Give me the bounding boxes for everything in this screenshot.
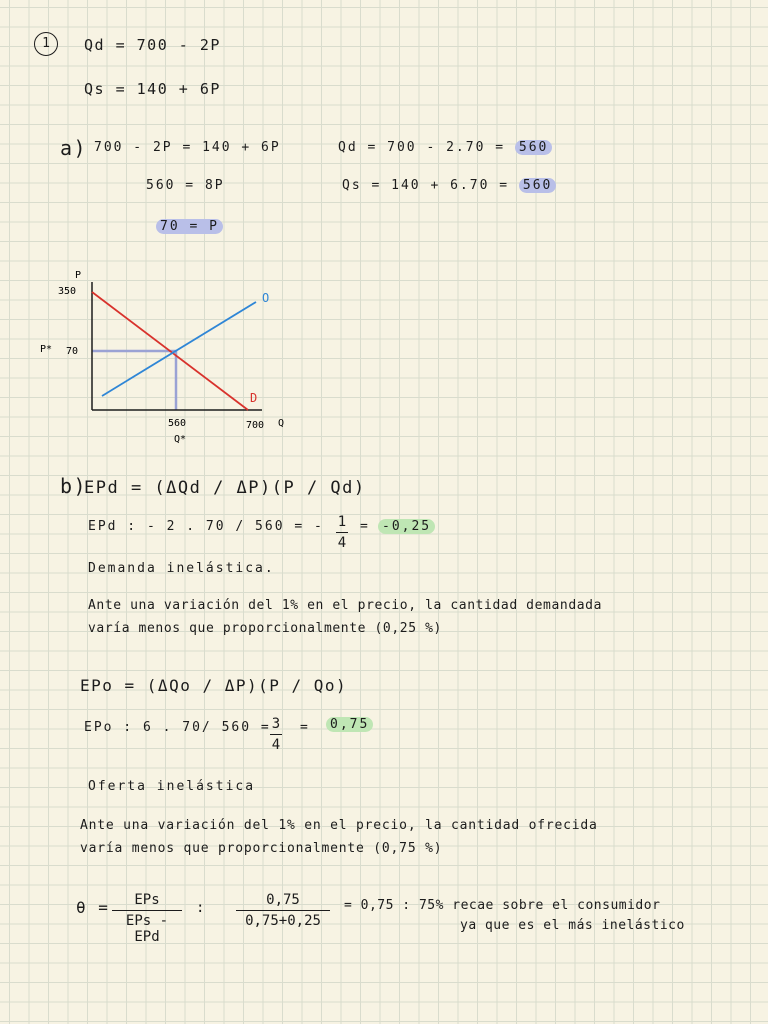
q-star-value: 560 bbox=[168, 418, 187, 429]
epo-calculation: EPo : 6 . 70/ 560 = bbox=[84, 720, 271, 735]
theta-values-num: 0,75 bbox=[266, 892, 300, 908]
theta-result: = 0,75 : 75% recae sobre el consumidor bbox=[344, 898, 661, 913]
epd-fraction bbox=[336, 514, 348, 551]
equilibrium-step-1: 700 - 2P = 140 + 6P bbox=[94, 140, 281, 155]
supply-demand-graph bbox=[30, 262, 310, 452]
theta-formula-num: EPs bbox=[134, 892, 160, 908]
theta-formula bbox=[112, 892, 182, 945]
epo-fraction-den: 4 bbox=[271, 737, 281, 753]
supply-label: O bbox=[262, 291, 270, 305]
equilibrium-price bbox=[156, 219, 223, 234]
epd-result: -0,25 bbox=[378, 519, 435, 534]
theta-lhs: θ = bbox=[76, 898, 110, 917]
qd-calculation bbox=[338, 140, 552, 155]
epd-calculation: EPd : - 2 . 70 / 560 = - bbox=[88, 519, 324, 534]
demand-label: D bbox=[250, 391, 258, 405]
y-intercept-label: 350 bbox=[58, 286, 77, 297]
epo-fraction bbox=[270, 716, 282, 753]
p-star-label: P* bbox=[40, 344, 53, 355]
qd-calc-text: Qd = 700 - 2.70 = bbox=[338, 140, 506, 155]
epd-fraction-den: 4 bbox=[337, 535, 347, 551]
p-star-value: 70 bbox=[66, 346, 79, 357]
epo-fraction-num: 3 bbox=[271, 716, 281, 732]
supply-equation: Qs = 140 + 6P bbox=[84, 80, 221, 98]
qs-calc-text: Qs = 140 + 6.70 = bbox=[342, 178, 510, 193]
qs-result: 560 bbox=[519, 178, 556, 193]
q-star-label: Q* bbox=[174, 434, 187, 445]
part-a-label: a) bbox=[60, 136, 88, 160]
supply-explanation-1: Ante una variación del 1% en el precio, la cantidad ofrecida bbox=[80, 818, 598, 833]
theta-colon: : bbox=[196, 900, 206, 916]
demand-explanation-1: Ante una variación del 1% en el precio, la cantidad demandada bbox=[88, 598, 603, 613]
part-b-label: b) bbox=[60, 474, 88, 498]
theta-formula-den: EPs - EPd bbox=[125, 913, 169, 945]
epo-formula: EPo = (ΔQo / ΔP)(P / Qo) bbox=[80, 676, 348, 695]
demand-equation: Qd = 700 - 2P bbox=[84, 36, 221, 54]
demand-explanation-2: varía menos que proporcionalmente (0,25 %) bbox=[88, 621, 442, 636]
demand-type: Demanda inelástica. bbox=[88, 561, 275, 576]
epo-equals: = bbox=[300, 720, 310, 735]
exercise-number: 1 bbox=[34, 32, 58, 56]
epd-formula: EPd = (ΔQd / ΔP)(P / Qd) bbox=[84, 478, 366, 498]
epd-fraction-num: 1 bbox=[337, 514, 347, 530]
equilibrium-step-2: 560 = 8P bbox=[146, 178, 225, 193]
epd-equals: = bbox=[360, 519, 370, 534]
equilibrium-price-highlight: 70 = P bbox=[156, 219, 223, 234]
supply-explanation-2: varía menos que proporcionalmente (0,75 %) bbox=[80, 841, 443, 856]
theta-result-2: ya que es el más inelástico bbox=[460, 918, 685, 933]
supply-type: Oferta inelástica bbox=[88, 779, 256, 794]
epo-result: 0,75 bbox=[326, 717, 373, 732]
qs-calculation bbox=[342, 178, 556, 193]
x-intercept-label: 700 bbox=[246, 420, 265, 431]
theta-values bbox=[236, 892, 330, 929]
qd-result: 560 bbox=[515, 140, 552, 155]
x-axis-label: Q bbox=[278, 418, 285, 429]
theta-values-den: 0,75+0,25 bbox=[245, 913, 321, 929]
y-axis-label: P bbox=[75, 270, 82, 281]
